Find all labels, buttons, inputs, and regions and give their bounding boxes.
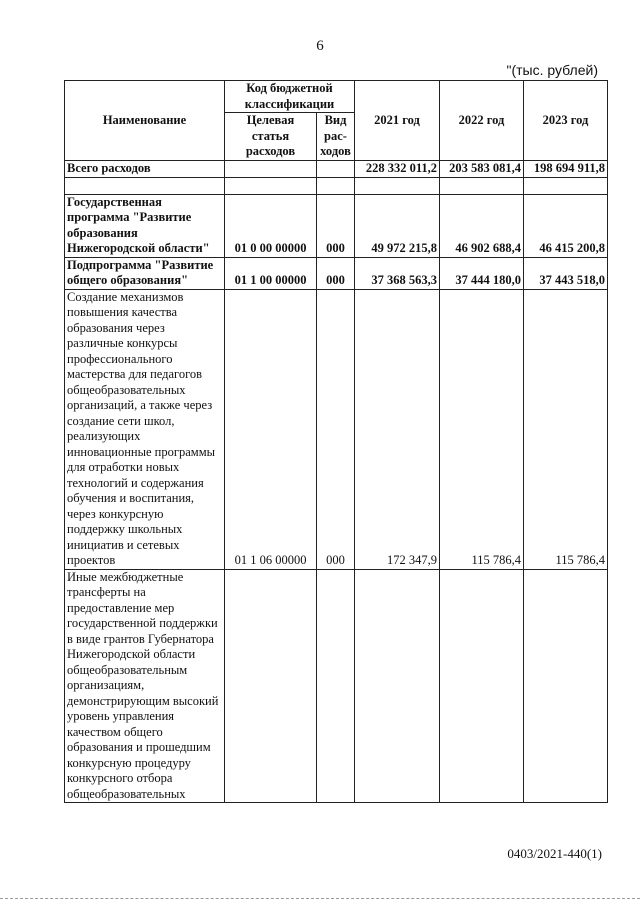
header-name: Наименование xyxy=(65,81,225,161)
row-2021: 49 972 215,8 xyxy=(355,194,440,257)
row-code: 01 0 00 00000 xyxy=(225,194,317,257)
row-2021 xyxy=(355,569,440,803)
header-target-article: Целевая статья расходов xyxy=(225,113,317,161)
row-2022: 203 583 081,4 xyxy=(440,161,524,178)
row-type xyxy=(317,161,355,178)
row-name: Подпрограмма "Развитие общего образования" xyxy=(65,257,225,289)
row-2023: 115 786,4 xyxy=(524,289,608,569)
header-2021: 2021 год xyxy=(355,81,440,161)
row-2022: 46 902 688,4 xyxy=(440,194,524,257)
row-2021: 228 332 011,2 xyxy=(355,161,440,178)
row-name: Государственная программа "Развитие образования Нижегородской области" xyxy=(65,194,225,257)
header-budget-code: Код бюджетной классификации xyxy=(225,81,355,113)
header-2022: 2022 год xyxy=(440,81,524,161)
row-code xyxy=(225,569,317,803)
scan-edge-line xyxy=(0,898,640,899)
page-number: 6 xyxy=(316,38,324,54)
header-2023: 2023 год xyxy=(524,81,608,161)
row-type: 000 xyxy=(317,194,355,257)
document-code: 0403/2021-440(1) xyxy=(507,846,602,861)
spacer-cell xyxy=(317,177,355,194)
header-expense-type: Вид рас-ходов xyxy=(317,113,355,161)
table-row-total xyxy=(65,161,608,178)
row-2023 xyxy=(524,569,608,803)
row-2023: 46 415 200,8 xyxy=(524,194,608,257)
spacer-cell xyxy=(225,177,317,194)
row-name: Создание механизмов повышения качества образования через различные конкурсы профессионального мастерства для педагогов общеобразовательных организаций, а также через создание сети школ, реализующих инновационные программы для отработки новых технологий и содержания обучения и воспитания, через конкурсную поддержку школьных инициатив и сетевых проектов xyxy=(65,289,225,569)
row-2023: 37 443 518,0 xyxy=(524,257,608,289)
row-2022: 37 444 180,0 xyxy=(440,257,524,289)
row-type: 000 xyxy=(317,289,355,569)
row-code xyxy=(225,161,317,178)
budget-table xyxy=(64,80,608,803)
row-type xyxy=(317,569,355,803)
row-code: 01 1 06 00000 xyxy=(225,289,317,569)
row-name: Всего расходов xyxy=(65,161,225,178)
table-row-program xyxy=(65,194,608,257)
table-row-subprogram xyxy=(65,257,608,289)
row-2023: 198 694 911,8 xyxy=(524,161,608,178)
header-row-1 xyxy=(65,81,608,113)
table-row-mechanisms xyxy=(65,289,608,569)
row-2022: 115 786,4 xyxy=(440,289,524,569)
row-2021: 172 347,9 xyxy=(355,289,440,569)
row-type: 000 xyxy=(317,257,355,289)
spacer-cell xyxy=(355,177,440,194)
units-label: "(тыс. рублей) xyxy=(506,62,598,78)
row-code: 01 1 00 00000 xyxy=(225,257,317,289)
row-2022 xyxy=(440,569,524,803)
row-name: Иные межбюджетные трансферты на предоставление мер государственной поддержки в виде грантов Губернатора Нижегородской области общеобразовательным организациям, демонстрирующим высокий уровень управления качеством общего образования и прошедшим конкурсную процедуру конкурсного отбора общеобразовательных xyxy=(65,569,225,803)
spacer-cell xyxy=(440,177,524,194)
table-row-spacer xyxy=(65,177,608,194)
row-2021: 37 368 563,3 xyxy=(355,257,440,289)
table-row-transfers xyxy=(65,569,608,803)
spacer-cell xyxy=(524,177,608,194)
spacer-cell xyxy=(65,177,225,194)
